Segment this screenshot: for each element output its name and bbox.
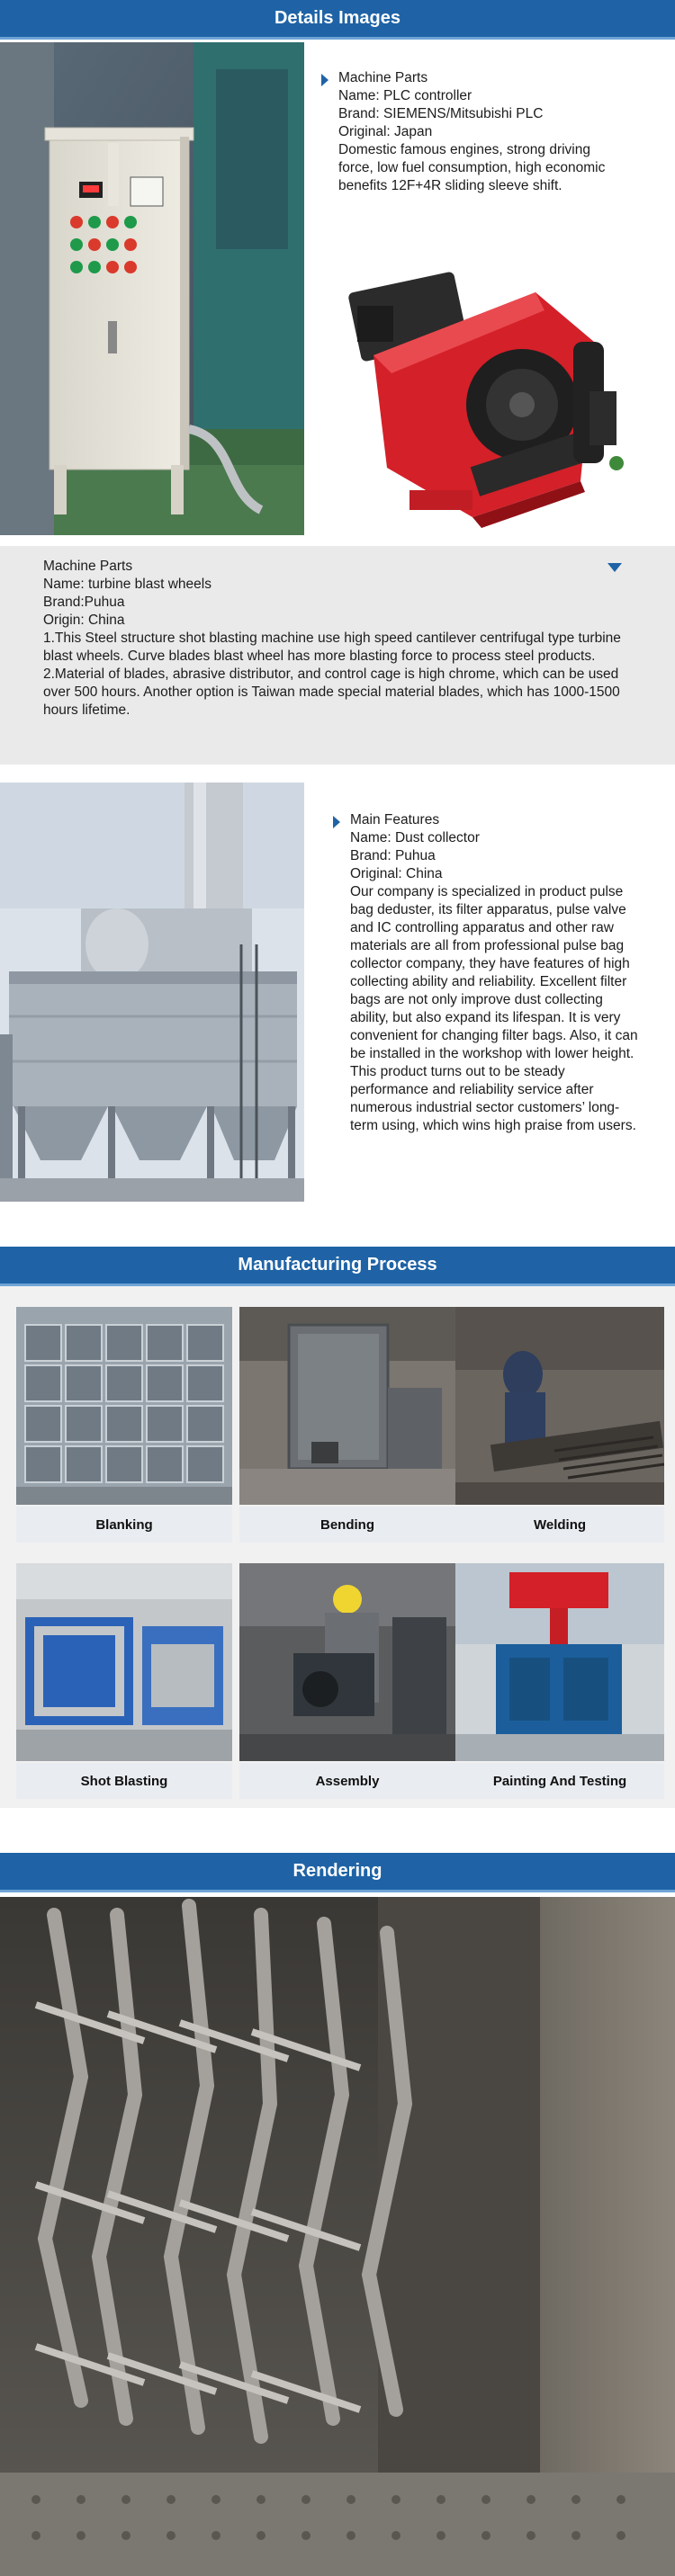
shot-blasting-photo <box>16 1563 232 1761</box>
wheel-line: Name: turbine blast wheels <box>43 577 212 592</box>
rendering-banner <box>0 1853 675 1892</box>
bending-photo <box>239 1307 455 1505</box>
plc-line: Brand: SIEMENS/Mitsubishi PLC <box>338 106 544 121</box>
rendering-photo <box>0 1897 675 2576</box>
process-label: Welding <box>455 1507 664 1543</box>
dust-text <box>350 811 643 1135</box>
manufacturing-process-banner <box>0 1247 675 1286</box>
rendering-title: Rendering <box>292 1861 382 1881</box>
dust-line: Brand: Puhua <box>350 848 436 863</box>
plc-line: Domestic famous engines, strong driving force, low fuel consumption, high economic benefits 12F+4R sliding sleeve shift. <box>338 142 606 193</box>
blast-wheel-render <box>338 256 634 540</box>
details-images-title: Details Images <box>274 8 401 28</box>
welding-photo <box>455 1307 664 1505</box>
process-label: Shot Blasting <box>16 1763 232 1799</box>
wheel-line: Brand:Puhua <box>43 595 125 610</box>
dust-collector-photo <box>0 783 304 1202</box>
plc-line: Name: PLC controller <box>338 88 472 103</box>
process-card-bending <box>239 1307 455 1548</box>
process-label: Blanking <box>16 1507 232 1543</box>
plc-text <box>338 69 608 195</box>
process-card-painting-testing <box>455 1563 664 1804</box>
wheel-line: 2.Material of blades, abrasive distributor, and control cage is high chrome, which can be used over 500 hours. Another option is Taiwan made special material blades, which has 1000-1500 hours lifetime. <box>43 666 620 718</box>
plc-line: Original: Japan <box>338 124 433 139</box>
bullet-arrow-icon <box>333 816 340 828</box>
plc-cabinet-photo <box>0 42 304 535</box>
dust-line: Our company is specialized in product pulse bag deduster, its filter apparatus, pulse valve and IC controlling apparatus and other raw materials are all from professional pulse bag collector company, they have features of high collecting ability and reliability. Excellent filter bags are not only improve dust collecting ability, but also expand its lifespan. It is very convenient for changing filter bags. Also, it can be installed in the workshop with lower height. This product turns out to be steady performance and reliability service after numerous industrial sector customers’ long-term using, which wins high praise from users. <box>350 884 638 1133</box>
blanking-photo <box>16 1307 232 1505</box>
process-label: Bending <box>239 1507 455 1543</box>
process-card-assembly <box>239 1563 455 1804</box>
details-images-banner <box>0 0 675 40</box>
dust-heading: Main Features <box>350 812 440 827</box>
process-label: Assembly <box>239 1763 455 1799</box>
wheel-line: 1.This Steel structure shot blasting machine use high speed cantilever centrifugal type turbine blast wheels. Curve blades blast wheel has more blasting force to process steel products. <box>43 631 621 664</box>
plc-heading: Machine Parts <box>338 70 428 85</box>
process-card-blanking <box>16 1307 232 1548</box>
painting-testing-photo <box>455 1563 664 1761</box>
manufacturing-process-title: Manufacturing Process <box>238 1255 437 1275</box>
dust-line: Name: Dust collector <box>350 830 480 845</box>
process-label: Painting And Testing <box>455 1763 664 1799</box>
process-card-welding <box>455 1307 664 1548</box>
process-card-shot-blasting <box>16 1563 232 1804</box>
assembly-photo <box>239 1563 455 1761</box>
dust-line: Original: China <box>350 866 443 881</box>
wheel-line: Origin: China <box>43 613 125 628</box>
wheel-text <box>43 558 624 720</box>
bullet-arrow-icon <box>321 74 328 86</box>
wheel-heading: Machine Parts <box>43 559 133 574</box>
